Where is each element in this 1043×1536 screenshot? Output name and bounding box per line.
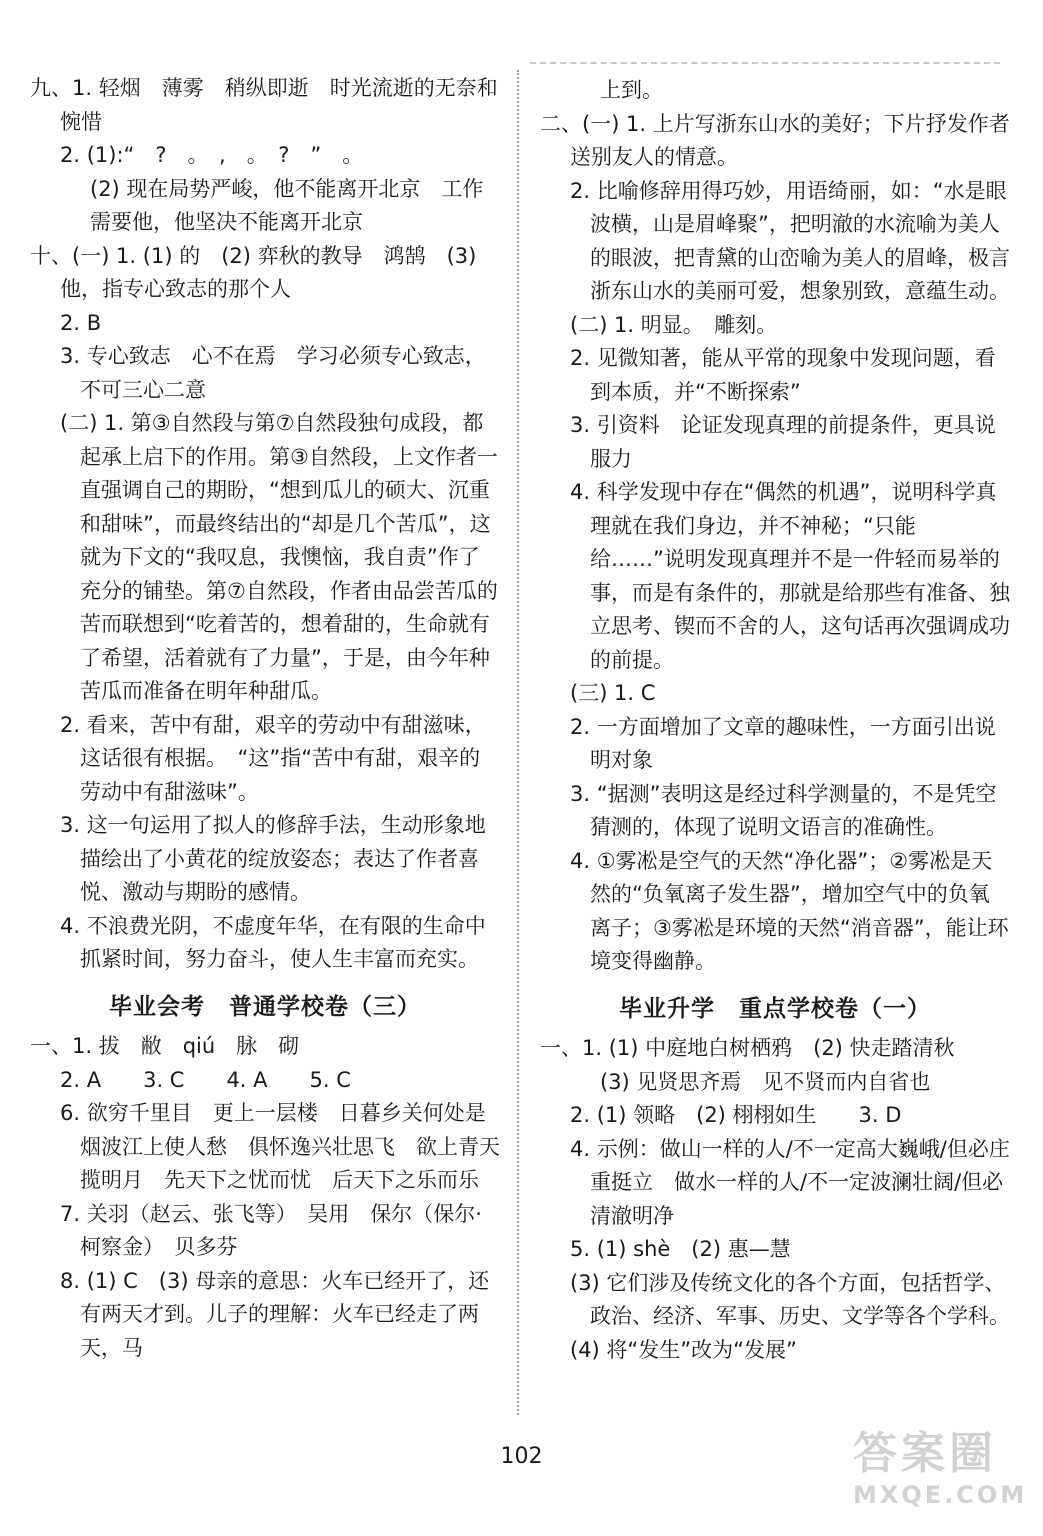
answer-line: (二) 1. 明显。 雕刻。	[570, 312, 778, 337]
watermark-bottom-text: MXQE.COM	[853, 1481, 1028, 1509]
answer-line: 2. (1):“ ? 。 , 。 ? ” 。	[60, 143, 364, 167]
answer-line: 2. B	[60, 310, 102, 335]
right-answer-list-2	[540, 1032, 1010, 1367]
answer-line: 一、1. 拔 敝 qiú 脉 砌	[30, 1034, 300, 1058]
answer-line: (4) 将“发生”改为“发展”	[570, 1337, 797, 1362]
answer-line: 5. (1) shè (2) 惠—慧	[570, 1237, 791, 1261]
section-title-right: 毕业升学 重点学校卷（一）	[619, 995, 931, 1022]
left-answer-list	[30, 72, 500, 977]
answer-line: 3. 这一句运用了拟人的修辞手法，生动形象地描绘出了小黄花的绽放姿态；表达了作者喜悦、激动与期盼的感情。	[60, 813, 486, 904]
column-divider	[517, 70, 519, 1415]
answer-line: (3) 它们涉及传统文化的各个方面，包括哲学、政治、经济、军事、历史、文学等各个学科。	[570, 1270, 1010, 1328]
answer-line: 2. 见微知著，能从平常的现象中发现问题，看到本质，并“不断探索”	[570, 346, 996, 404]
right-answer-list	[540, 74, 1010, 979]
left-column	[30, 72, 507, 1365]
answer-line: (二) 1. 第③自然段与第⑦自然段独句成段，都起承上启下的作用。第③自然段，上文作者一直强调自己的期盼，“想到瓜儿的硕大、沉重和甜味”，而最终结出的“却是几个苦瓜”，这就为下文的“我叹息，我懊恼，我自责”作了充分的铺垫。第⑦自然段，作者由品尝苦瓜的苦而联想到“吃着苦的，想着甜的，生命就有了希望，活着就有了力量”，于是，由今年种苦瓜而准备在明年种甜瓜。	[60, 411, 498, 703]
answer-line: 二、(一) 1. 上片写浙东山水的美好；下片抒发作者送别友人的情意。	[540, 111, 1010, 169]
answer-line: 6. 欲穷千里目 更上一层楼 日暮乡关何处是 烟波江上使人愁 俱怀逸兴壮思飞 欲上青天揽明月 先天下之忧而忧 后天下之乐而乐	[60, 1101, 507, 1192]
section-title-left: 毕业会考 普通学校卷（三）	[109, 993, 421, 1020]
answer-line: 4. 示例：做山一样的人/不一定高大巍峨/但必庄重挺立 做水一样的人/不一定波澜壮阔/但必清澈明净	[570, 1136, 1010, 1228]
right-column	[540, 74, 1010, 1367]
answer-line: 2. 比喻修辞用得巧妙，用语绮丽，如：“水是眼波横，山是眉峰聚”，把明澈的水流喻为美人的眼波，把青黛的山峦喻为美人的眉峰，极言浙东山水的美丽可爱，想象别致，意蕴生动。	[570, 178, 1010, 303]
answer-line: 2. 一方面增加了文章的趣味性，一方面引出说明对象	[570, 714, 996, 772]
answer-line: 十、(一) 1. (1) 的 (2) 弈秋的教导 鸿鹄 (3) 他，指专心致志的那个人	[30, 243, 477, 301]
answer-line: (三) 1. C	[570, 681, 656, 705]
answer-line: (3) 见贤思齐焉 见不贤而内自省也	[600, 1069, 931, 1094]
answer-line: 2. (1) 领略 (2) 栩栩如生 3. D	[570, 1103, 902, 1127]
answer-line: 上到。	[600, 78, 663, 102]
answer-line: 2. A 3. C 4. A 5. C	[60, 1067, 351, 1092]
answer-line: 8. (1) C (3) 母亲的意思：火车已经开了，还有两天才到。儿子的理解：火车已经走了两天，马	[60, 1268, 490, 1360]
answer-line: 一、1. (1) 中庭地白树栖鸦 (2) 快走踏清秋	[540, 1036, 955, 1060]
answer-line: 2. 看来，苦中有甜，艰辛的劳动中有甜滋味，这话很有根据。 “这”指“苦中有甜，艰辛的劳动中有甜滋味”。	[60, 712, 486, 804]
answer-line: (2) 现在局势严峻，他不能离开北京 工作需要他，他坚决不能离开北京	[90, 176, 484, 234]
answer-line: 3. “据测”表明这是经过科学测量的，不是凭空猜测的，体现了说明文语言的准确性。	[570, 781, 997, 839]
top-dashed-rule	[530, 62, 1000, 64]
answer-line: 3. 引资料 论证发现真理的前提条件，更具说服力	[570, 413, 996, 471]
answer-line: 九、1. 轻烟 薄雾 稍纵即逝 时光流逝的无奈和惋惜	[30, 76, 498, 134]
answer-line: 4. ①雾凇是空气的天然“净化器”；②雾凇是天然的“负氧离子发生器”，增加空气中的负氧离子；③雾凇是环境的天然“消音器”，能让环境变得幽静。	[570, 848, 1009, 973]
answer-line: 4. 不浪费光阴，不虚度年华，在有限的生命中抓紧时间，努力奋斗，使人生丰富而充实。	[60, 913, 486, 971]
watermark-top-text: 答案圈	[853, 1428, 997, 1479]
answer-line: 7. 关羽（赵云、张飞等） 吴用 保尔（保尔·柯察金） 贝多芬	[60, 1201, 482, 1259]
left-answer-list-2	[30, 1030, 507, 1365]
watermark-logo	[853, 1428, 1028, 1518]
answer-line: 3. 专心致志 心不在焉 学习必须专心致志，不可三心二意	[60, 344, 486, 402]
page-number: 102	[500, 1444, 543, 1469]
answer-line: 4. 科学发现中存在“偶然的机遇”，说明科学真理就在我们身边，并不神秘；“只能给……”说明发现真理并不是一件轻而易举的事，而是有条件的，那就是给那些有准备、独立思考、锲而不舍的人，这句话再次强调成功的前提。	[570, 480, 1010, 672]
